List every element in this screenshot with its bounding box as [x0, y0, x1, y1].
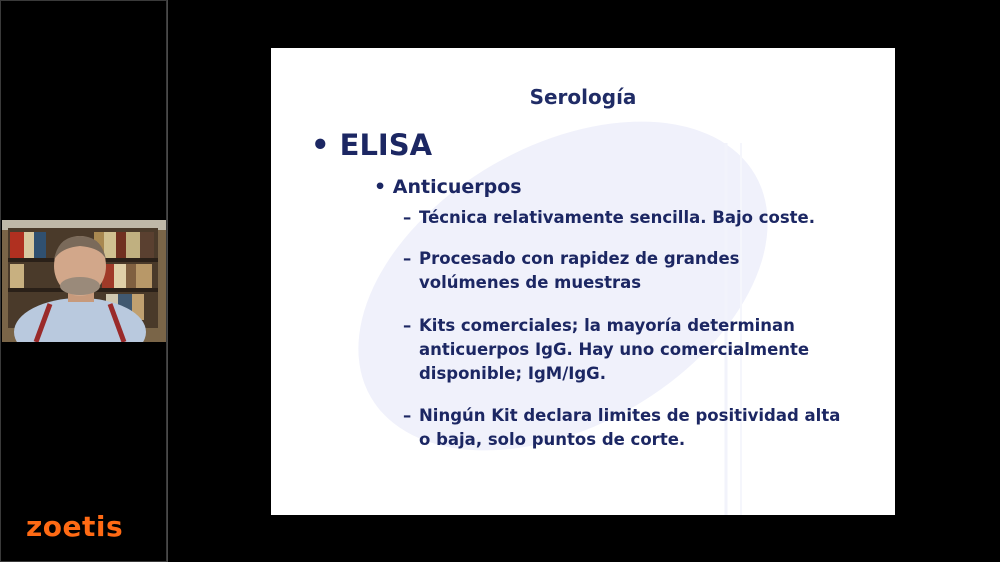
bullet-anticuerpos: • Anticuerpos — [374, 176, 522, 198]
dash-bullet: – — [403, 249, 412, 268]
bullet-elisa: • ELISA — [311, 128, 433, 162]
dash-bullet: – — [403, 208, 412, 227]
subitem-2 — [403, 247, 843, 295]
subitem-text: Técnica relativamente sencilla. Bajo coste. — [419, 208, 815, 227]
presentation-slide — [271, 48, 895, 515]
speaker-webcam-video[interactable] — [2, 220, 166, 342]
dash-bullet: – — [403, 316, 412, 335]
zoetis-logo: zoetis — [26, 510, 124, 543]
subitem-3 — [403, 314, 843, 386]
webcam-image — [2, 220, 166, 342]
subitem-text: Procesado con rapidez de grandes volúmenes de muestras — [419, 249, 740, 292]
subitem-4 — [403, 404, 843, 452]
subitem-text: Kits comerciales; la mayoría determinan anticuerpos IgG. Hay uno comercialmente disponible; IgM/IgG. — [419, 316, 810, 383]
participant-sidebar — [0, 0, 168, 562]
subitem-text: Ningún Kit declara limites de positividad alta o baja, solo puntos de corte. — [419, 406, 841, 449]
subitem-1 — [403, 206, 843, 230]
slide-title: Serología — [529, 85, 637, 109]
dash-bullet: – — [403, 406, 412, 425]
